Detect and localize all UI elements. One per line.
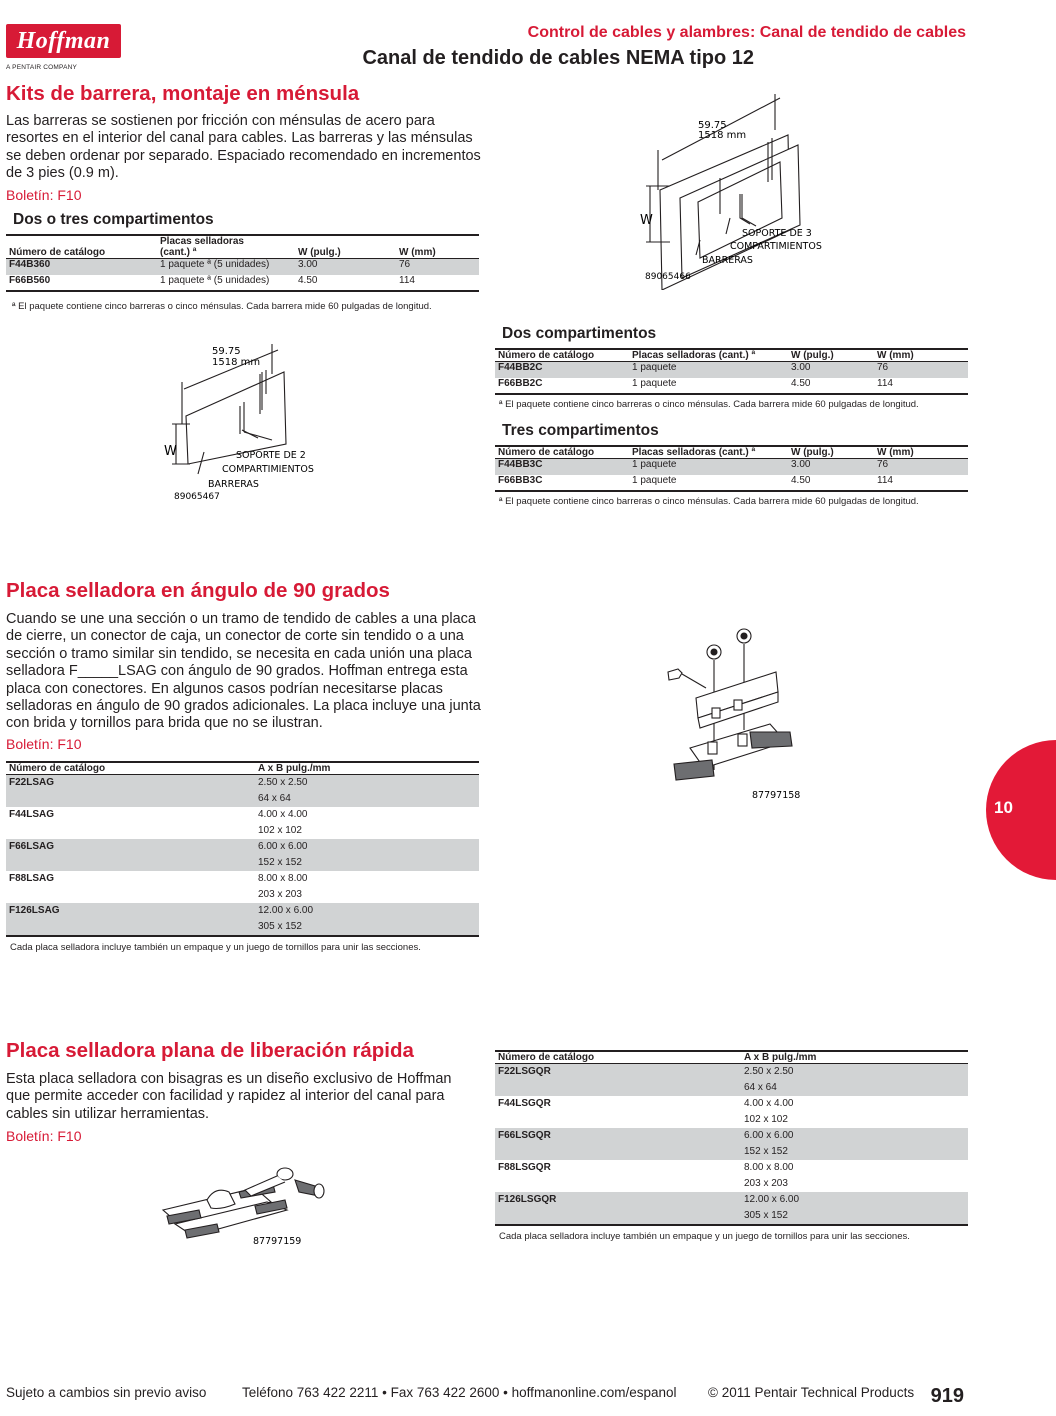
table-row <box>495 1128 968 1160</box>
dim-mm: 1518 mm <box>212 357 261 368</box>
hoffman-logo: Hoffman <box>6 24 121 58</box>
table-cell <box>741 1192 968 1225</box>
table-row <box>495 475 968 492</box>
table-row <box>6 807 479 839</box>
table-cell <box>255 839 479 871</box>
table-cell <box>741 1064 968 1097</box>
catalog-number: F126LSGQR <box>495 1192 741 1225</box>
col-header: W (mm) <box>396 235 479 259</box>
catalog-number: F22LSGQR <box>495 1064 741 1097</box>
table-cell <box>255 871 479 903</box>
barrier-kit-table <box>6 234 479 292</box>
col-header: Número de catálogo <box>6 235 157 259</box>
callout-label: COMPARTIMIENTOS <box>730 241 822 252</box>
table-cell: 76 <box>396 259 479 275</box>
table-cell <box>741 1128 968 1160</box>
table-cell: 1 paquete ª (5 unidades) <box>160 274 270 286</box>
callout-label: COMPARTIMIENTOS <box>222 464 314 475</box>
table-cell <box>255 807 479 839</box>
callout-label: SOPORTE DE 2 <box>236 450 306 461</box>
section1-title: Kits de barrera, montaje en ménsula <box>6 82 360 105</box>
size-mm: 102 x 102 <box>744 1114 788 1125</box>
size-mm: 305 x 152 <box>744 1210 788 1221</box>
table-cell: 76 <box>874 362 968 378</box>
table-row <box>495 459 968 475</box>
catalog-number: F44LSAG <box>9 809 55 820</box>
size-inches: 12.00 x 6.00 <box>258 905 314 916</box>
section2-bulletin: Boletín: F10 <box>6 736 82 752</box>
catalog-number: F66BB2C <box>498 377 543 389</box>
table-row <box>6 275 479 292</box>
size-mm: 102 x 102 <box>258 825 302 836</box>
catalog-number: F66LSAG <box>6 839 255 871</box>
col-header: W (pulg.) <box>295 235 396 259</box>
table-cell: 114 <box>877 474 893 486</box>
section3-bulletin: Boletín: F10 <box>6 1128 82 1144</box>
section2-title: Placa selladora en ángulo de 90 grados <box>6 579 390 602</box>
col-header: W (mm) <box>874 349 968 362</box>
tres-footnote: ª El paquete contiene cinco barreras o cinco ménsulas. Cada barrera mide 60 pulgadas de longitud. <box>499 496 919 507</box>
col-header: Número de catálogo <box>495 349 629 362</box>
section1-footnote: ª El paquete contiene cinco barreras o cinco ménsulas. Cada barrera mide 60 pulgadas de longitud. <box>12 301 432 312</box>
size-inches: 4.00 x 4.00 <box>258 809 308 820</box>
catalog-number: F66BB3C <box>498 474 543 486</box>
section1-subtitle: Dos o tres compartimentos <box>13 211 214 228</box>
col-header: W (pulg.) <box>788 349 874 362</box>
section1-bulletin: Boletín: F10 <box>6 187 82 203</box>
footer-disclaimer: Sujeto a cambios sin previo aviso <box>6 1385 207 1400</box>
dos-table <box>495 348 968 395</box>
table-row <box>6 259 479 275</box>
col-header: W (pulg.) <box>788 446 874 459</box>
size-mm: 203 x 203 <box>744 1178 788 1189</box>
quick-release-plate-drawing <box>155 1158 335 1250</box>
three-compartment-drawing <box>630 90 840 290</box>
table-cell: 1 paquete ª (5 unidades) <box>157 259 295 275</box>
size-inches: 8.00 x 8.00 <box>744 1162 794 1173</box>
size-inches: 4.00 x 4.00 <box>744 1098 794 1109</box>
size-mm: 203 x 203 <box>258 889 302 900</box>
dim-inches: 59.75 <box>698 120 727 131</box>
size-inches: 2.50 x 2.50 <box>258 777 308 788</box>
table-cell: 4.50 <box>791 474 811 486</box>
catalog-number: F66LSGQR <box>495 1128 741 1160</box>
tres-subtitle: Tres compartimentos <box>502 422 659 439</box>
header-category: Control de cables y alambres: Canal de tendido de cables <box>527 24 966 41</box>
table-row <box>6 903 479 936</box>
table-cell <box>741 1160 968 1192</box>
col-header: Número de catálogo <box>495 1051 741 1064</box>
size-mm: 152 x 152 <box>744 1146 788 1157</box>
section3-footnote: Cada placa selladora incluye también un empaque y un juego de tornillos para unir las secciones. <box>499 1231 910 1242</box>
table-cell: 3.00 <box>788 362 874 378</box>
page-title: Canal de tendido de cables NEMA tipo 12 <box>362 47 754 69</box>
catalog-number: F44LSGQR <box>498 1098 551 1109</box>
size-mm: 152 x 152 <box>258 857 302 868</box>
size-inches: 2.50 x 2.50 <box>744 1066 794 1077</box>
col-header: Placas selladoras (cant.) ª <box>629 349 788 362</box>
page-number: 919 <box>930 1385 964 1407</box>
dim-w: W <box>164 444 177 459</box>
callout-label: BARRERAS <box>702 255 753 266</box>
col-header: W (mm) <box>874 446 968 459</box>
size-inches: 6.00 x 6.00 <box>744 1130 794 1141</box>
dim-inches: 59.75 <box>212 346 241 357</box>
figure-code: 89065467 <box>174 492 220 502</box>
table-row <box>6 839 479 871</box>
catalog-number: F88LSGQR <box>498 1162 551 1173</box>
section3-body: Esta placa selladora con bisagras es un diseño exclusivo de Hoffman que permite acceder con facilidad y rapidez al interior del canal para cables sin utilizar herramientas. <box>6 1071 452 1122</box>
section1-body: Las barreras se sostienen por fricción con ménsulas de acero para resortes en el interior del canal para cables. Las barreras y las ménsulas se deben ordenar por separado. Espaciado recomendado en incrementos de 3 pies (0.9 m). <box>6 113 481 182</box>
catalog-number: F22LSAG <box>6 775 255 808</box>
catalog-number: F44BB3C <box>495 459 629 475</box>
callout-label: BARRERAS <box>208 479 259 490</box>
catalog-number: F66B560 <box>9 274 51 286</box>
table-row <box>495 378 968 395</box>
table-cell: 1 paquete <box>629 459 788 475</box>
section2-body: Cuando se une una sección o un tramo de tendido de cables a una placa de cierre, un conector de caja, un conector de corte sin tendido o a una sección o tramo similar sin tendido, se necesita en cada unión una placa selladora F_____LSAG con ángulo de 90 grados. Hoffman entrega esta placa con conectores. En algunos casos podrían necesitarse placas selladoras en ángulo de 90 grados adicionales. La placa incluye una junta con brida y tornillos para brida que no se ilustran. <box>6 611 481 732</box>
table-cell: 114 <box>877 377 893 389</box>
size-inches: 12.00 x 6.00 <box>744 1194 800 1205</box>
table-cell <box>255 775 479 808</box>
dos-subtitle: Dos compartimentos <box>502 325 657 342</box>
catalog-number: F126LSAG <box>6 903 255 936</box>
footer-contact: Teléfono 763 422 2211 • Fax 763 422 2600 • hoffmanonline.com/espanol <box>242 1385 677 1400</box>
size-mm: 64 x 64 <box>258 793 291 804</box>
table-row <box>495 1064 968 1097</box>
table-row <box>495 1096 968 1128</box>
section-tab[interactable] <box>986 740 1056 880</box>
table-row <box>495 1160 968 1192</box>
angle-sealing-plate-drawing <box>660 620 820 805</box>
logo-subtitle: A PENTAIR COMPANY <box>6 64 78 71</box>
table-cell: 4.50 <box>791 377 811 389</box>
lsag-table <box>6 761 479 937</box>
table-cell <box>741 1096 968 1128</box>
table-cell: 1 paquete <box>629 362 788 378</box>
section-tab-number: 10 <box>994 798 1013 817</box>
table-cell: 4.50 <box>298 274 318 286</box>
size-inches: 6.00 x 6.00 <box>258 841 308 852</box>
catalog-number: F44B360 <box>6 259 157 275</box>
table-row <box>495 1192 968 1225</box>
figure-code: 89065466 <box>645 272 691 282</box>
col-header: Placas selladoras (cant.) ª <box>157 235 295 259</box>
dim-w: W <box>640 213 653 228</box>
table-cell: 1 paquete <box>632 377 677 389</box>
table-cell: 114 <box>399 274 415 286</box>
catalog-number: F88LSAG <box>9 873 55 884</box>
size-inches: 8.00 x 8.00 <box>258 873 308 884</box>
figure-code: 87797159 <box>253 1236 302 1247</box>
catalog-number: F44BB2C <box>495 362 629 378</box>
table-cell: 1 paquete <box>632 474 677 486</box>
table-cell: 3.00 <box>295 259 396 275</box>
table-cell: 76 <box>874 459 968 475</box>
col-header: A x B pulg./mm <box>741 1051 968 1064</box>
col-header: Placas selladoras (cant.) ª <box>629 446 788 459</box>
table-cell <box>255 903 479 936</box>
dim-mm: 1518 mm <box>698 130 747 141</box>
dos-footnote: ª El paquete contiene cinco barreras o cinco ménsulas. Cada barrera mide 60 pulgadas de longitud. <box>499 399 919 410</box>
size-mm: 64 x 64 <box>744 1082 777 1093</box>
col-header: Número de catálogo <box>495 446 629 459</box>
section3-title: Placa selladora plana de liberación rápida <box>6 1039 414 1062</box>
section2-footnote: Cada placa selladora incluye también un empaque y un juego de tornillos para unir las secciones. <box>10 942 421 953</box>
col-header: A x B pulg./mm <box>255 762 479 775</box>
two-compartment-drawing <box>160 334 360 504</box>
col-header: Número de catálogo <box>6 762 255 775</box>
table-row <box>6 775 479 808</box>
tres-table <box>495 445 968 492</box>
table-row <box>6 871 479 903</box>
table-row <box>495 362 968 378</box>
callout-label: SOPORTE DE 3 <box>742 228 812 239</box>
footer-copyright: © 2011 Pentair Technical Products <box>708 1385 915 1400</box>
figure-code: 87797158 <box>752 790 801 801</box>
table-cell: 3.00 <box>788 459 874 475</box>
size-mm: 305 x 152 <box>258 921 302 932</box>
lsgqr-table <box>495 1050 968 1226</box>
